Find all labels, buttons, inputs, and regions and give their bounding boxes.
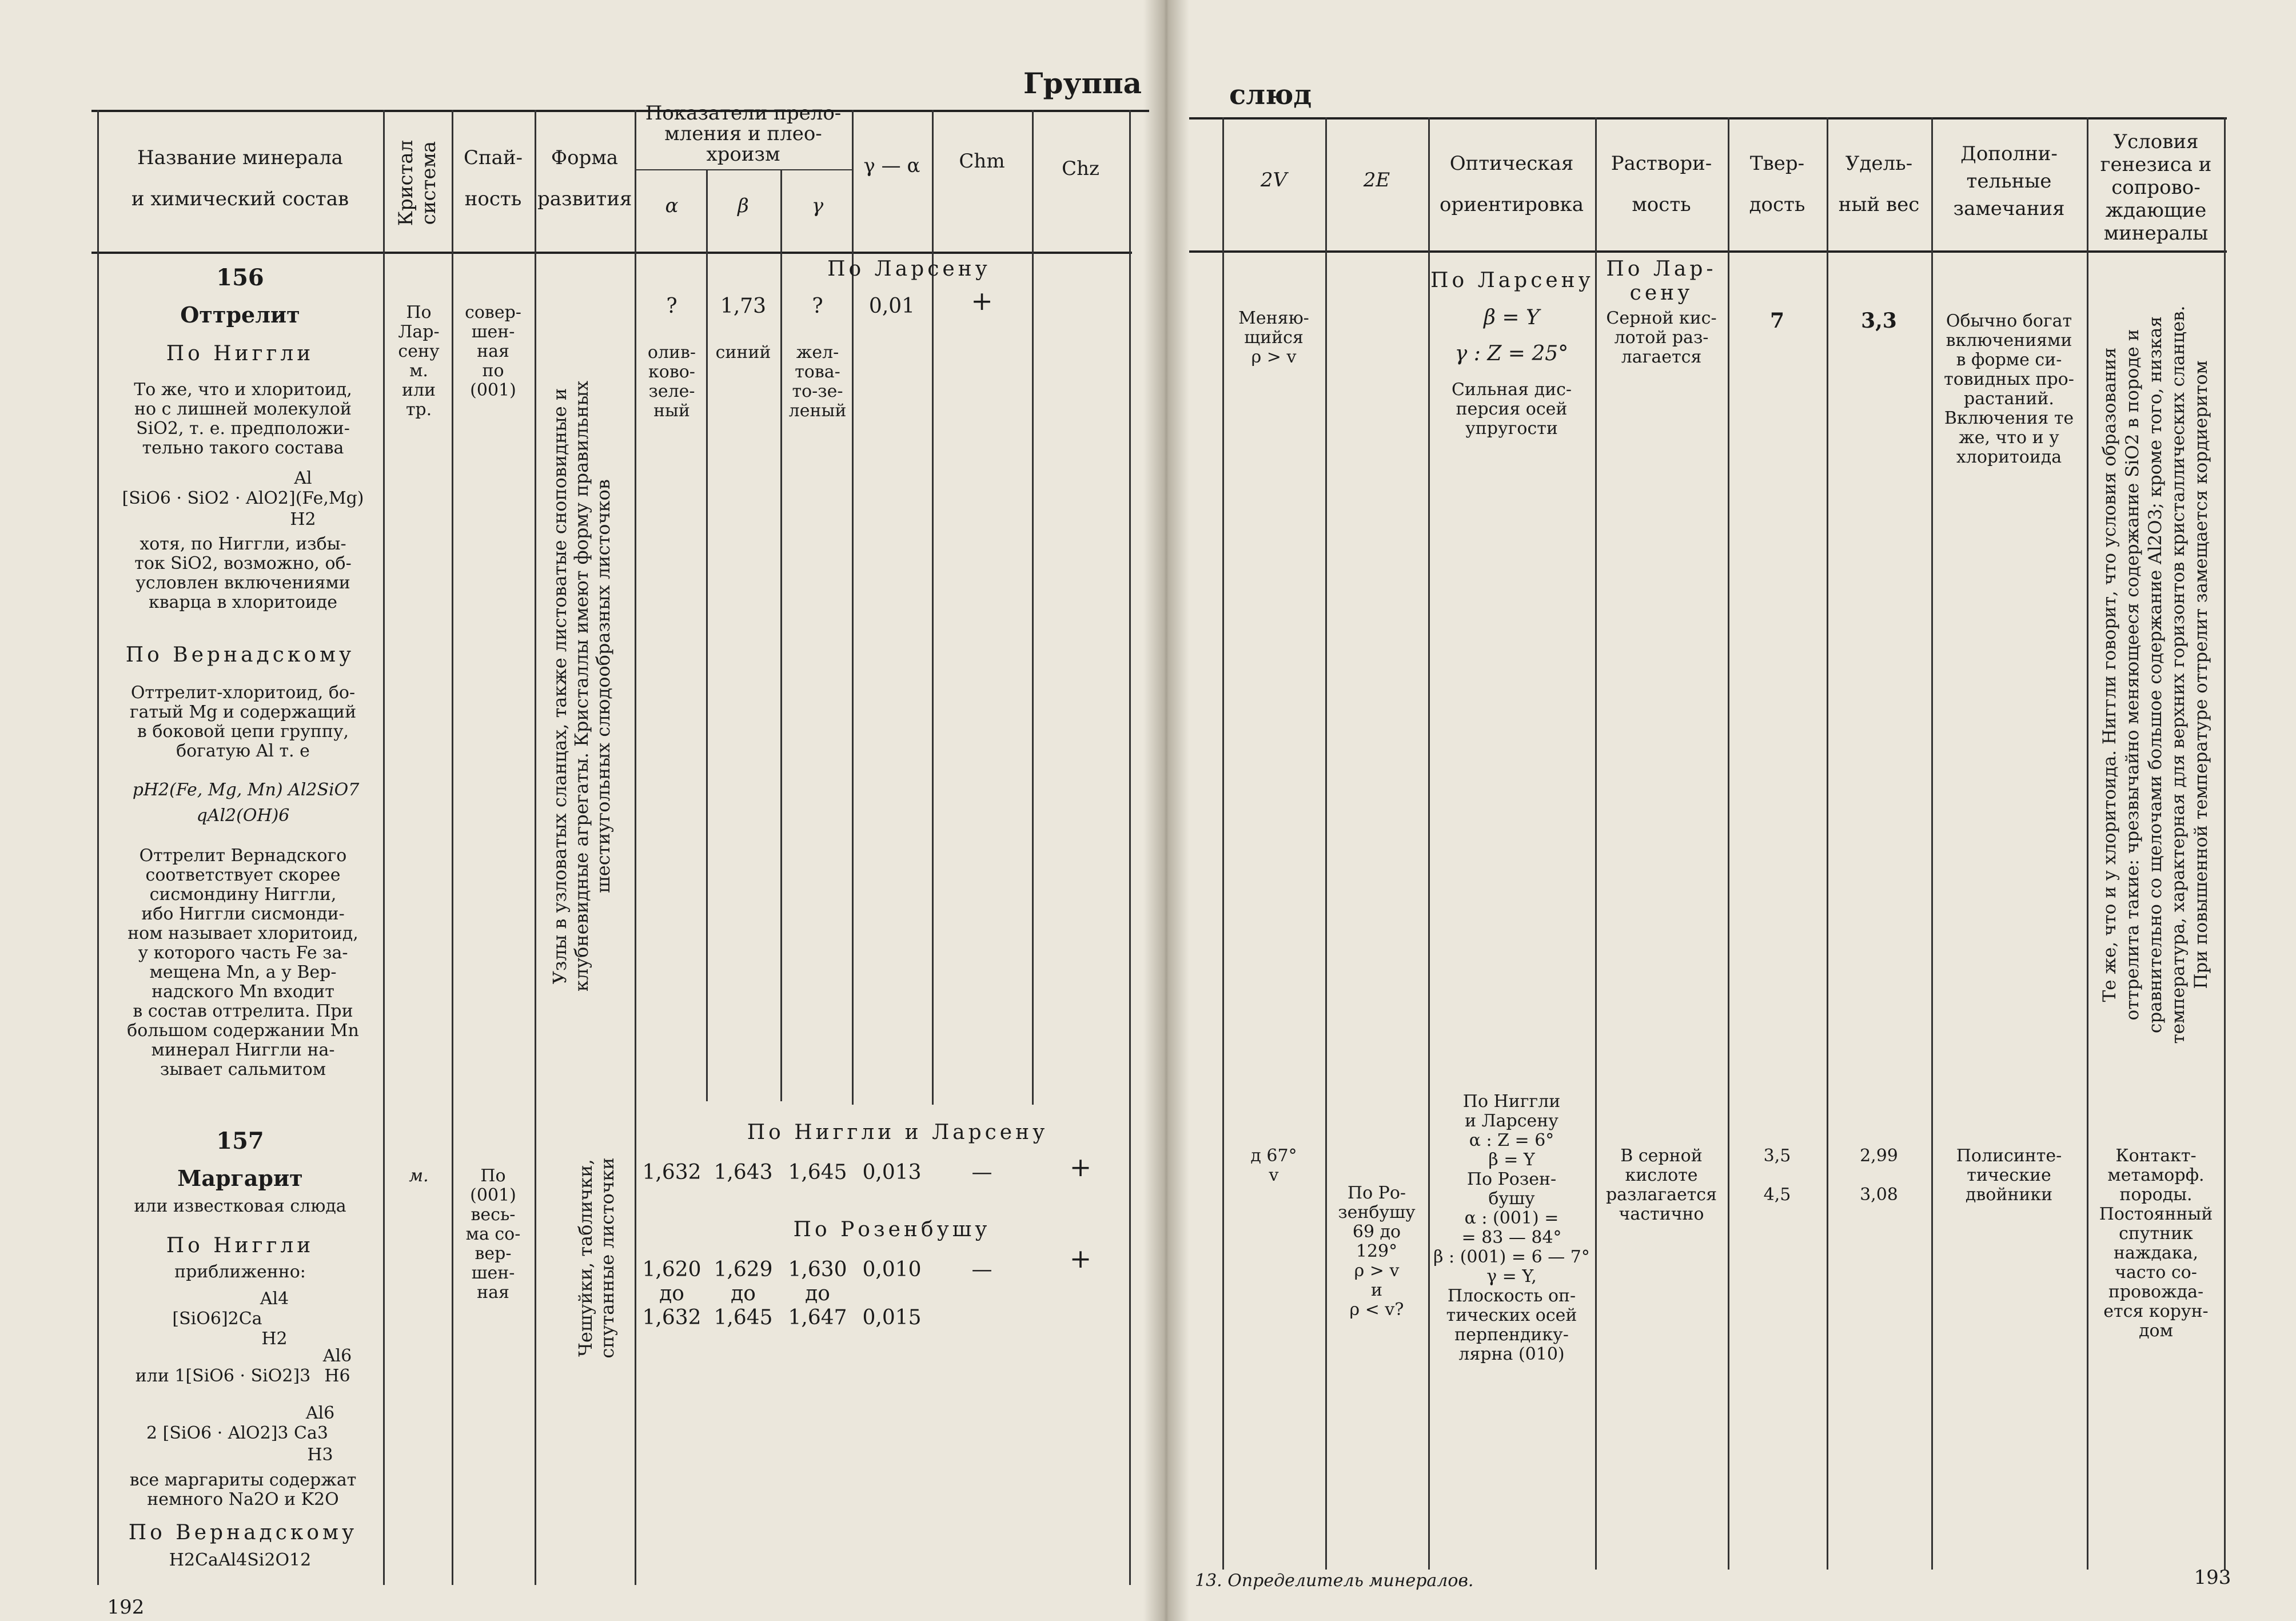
col-header-refraction: Показатели прело- мления и плео- хроизм — [645, 102, 842, 166]
col-rule — [1931, 117, 1933, 1570]
left-title: Группа — [1023, 66, 1142, 100]
right-table-header-rule — [1189, 250, 2227, 253]
col-header-gamma: γ — [811, 194, 824, 217]
mineral-156-hardness: 7 — [1769, 309, 1785, 333]
col-rule — [2087, 117, 2088, 1570]
mineral-157-approx: приближенно: — [174, 1262, 306, 1282]
col-header-orientation: Оптическая ориентировка — [1439, 152, 1584, 216]
col-header-notes: Дополни- тельные замечания — [1953, 142, 2065, 220]
mineral-157-f1-top: Al4 — [260, 1289, 289, 1309]
mineral-157-f2-bottom: H6 — [324, 1366, 350, 1386]
mineral-156-solubility: Серной кис- лотой раз- лагается — [1606, 308, 1717, 367]
col-header-biref: γ — α — [863, 154, 920, 177]
col-header-hardness: Твер- дость — [1749, 152, 1805, 216]
mineral-156-number: 156 — [216, 264, 264, 291]
mineral-157-genesis: Контакт- метаморф. породы. Постоянный спутник наждака, часто со- провожда- ется корун- дом — [2099, 1146, 2213, 1341]
mineral-157-source-vernadsky: По Вернадскому — [128, 1521, 358, 1544]
col-rule — [1325, 117, 1327, 1570]
mineral-156-desc1: То же, что и хлоритоид, но с лишней молекулой SiO2, т. е. предположи- тельно такого состава — [134, 380, 352, 458]
mineral-157-f1-bottom: H2 — [261, 1329, 288, 1349]
mineral-156-beta: 1,73 — [720, 294, 767, 318]
right-page-number: 193 — [2194, 1566, 2231, 1589]
mineral-156-notes: Обычно богат включениями в форме си- товидных про- растаний. Включения те же, что и у хлоритоида — [1944, 311, 2074, 467]
mineral-156-system: По Лар- сену м. или тр. — [398, 302, 440, 420]
mineral-156-orient3: Сильная дис- персия осей упругости — [1451, 380, 1572, 439]
mineral-157-orientation: По Ниггли и Ларсену α : Z = 6° β = Y По Розен- бушу α : (001) = = 83 — 84° β : (001) = 6 — 7° γ = Y, Плоскость оп- тических осей перпендику- лярна (010) — [1433, 1092, 1590, 1364]
mineral-156-orient2: γ : Z = 25° — [1454, 342, 1569, 365]
mineral-156-desc3: Оттрелит-хлоритоид, бо- гатый Mg и содержащий в боковой цепи группу, богатую Al т. е — [129, 683, 357, 761]
left-table-top-rule — [91, 110, 1149, 112]
col-header-habit: Форма развития — [537, 146, 632, 210]
mineral-157-row2-chz: + — [1069, 1243, 1092, 1274]
col-header-beta: β — [738, 194, 749, 217]
col-rule — [1032, 110, 1034, 1105]
col-header-alpha: α — [665, 194, 679, 217]
mineral-156-formula2: pH2(Fe, Mg, Mn) Al2SiO7 — [132, 780, 360, 800]
mineral-156-orientation-source: По Ларсену — [1430, 269, 1594, 292]
mineral-156-source-vernadsky: По Вернадскому — [125, 643, 355, 667]
col-rule — [1428, 117, 1430, 1570]
mineral-156-density: 3,3 — [1861, 309, 1897, 333]
mineral-156-2v: Меняю- щийся ρ > v — [1238, 308, 1309, 367]
mineral-157-source-rosenbusch: По Розенбушу — [793, 1218, 991, 1241]
col-header-cleavage: Спай- ность — [463, 146, 523, 210]
mineral-157-system: м. — [409, 1166, 429, 1186]
mineral-156-alpha-color: олив- ково- зеле- ный — [647, 342, 696, 421]
mineral-156-formula1-top: Al — [294, 468, 312, 488]
mineral-157-row2-gamma: 1,630 до 1,647 — [788, 1258, 847, 1329]
mineral-157-f3: 2 [SiO6 · AlO2]3 Ca3 — [146, 1423, 328, 1443]
mineral-156-formula2b: qAl2(OH)6 — [196, 806, 290, 826]
mineral-157-2v: д 67° v — [1250, 1146, 1297, 1185]
mineral-156-cleavage: совер- шен- ная по (001) — [465, 302, 521, 400]
mineral-157-f2: или 1[SiO6 · SiO2]3 — [135, 1366, 311, 1386]
mineral-157-row2-beta: 1,629 до 1,645 — [713, 1258, 773, 1329]
col-header-chz: Chz — [1062, 157, 1099, 180]
mineral-157-number: 157 — [216, 1128, 264, 1154]
mineral-157-note: все маргариты содержат немного Na2O и K2O — [129, 1470, 357, 1510]
mineral-156-alpha: ? — [666, 294, 677, 318]
col-rule — [635, 110, 636, 1585]
left-table-edge — [97, 110, 99, 1585]
mineral-157-formula-vernadsky: H2CaAl4Si2O12 — [169, 1550, 312, 1570]
mineral-157-row2-alpha: 1,620 до 1,632 — [642, 1258, 701, 1329]
footer-book-signature: 13. Определитель минералов. — [1195, 1571, 1474, 1591]
mineral-157-solubility: В серной кислоте разлагается частично — [1605, 1146, 1717, 1224]
mineral-157-source-niggli: По Ниггли — [166, 1234, 314, 1257]
mineral-157-row2-biref: 0,010 0,015 — [862, 1258, 922, 1329]
mineral-157-hardness: 3,5 4,5 — [1763, 1146, 1791, 1205]
mineral-157-notes: Полисинте- тические двойники — [1956, 1146, 2062, 1205]
mineral-157-f3-bottom: H3 — [307, 1445, 333, 1465]
mineral-157-row1-alpha: 1,632 — [642, 1161, 701, 1184]
mineral-156-gamma: ? — [812, 294, 823, 318]
mineral-157-row1-biref: 0,013 — [862, 1161, 922, 1184]
mineral-157-source-niggli-larsen: По Ниггли и Ларсену — [747, 1121, 1049, 1144]
mineral-156-name: Оттрелит — [180, 302, 300, 328]
mineral-156-desc4: Оттрелит Вернадского соответствует скорее сисмондину Ниггли, ибо Ниггли сисмонди- ном называет хлоритоид, у которого часть Fe за- мещена Mn, а у Вер- надского Mn входит в состав оттрелита. При большом содержании Mn минерал Ниггли на- зывает сальмитом — [127, 846, 359, 1080]
col-rule — [706, 169, 708, 1101]
mineral-156-gamma-color: жел- това- то-зе- леный — [788, 342, 847, 421]
mineral-156-chm: + — [971, 285, 993, 316]
mineral-156-formula1: [SiO6 · SiO2 · AlO2](Fe,Mg) — [122, 488, 364, 508]
mineral-156-biref: 0,01 — [868, 294, 915, 318]
mineral-157-cleavage: По (001) весь- ма со- вер- шен- ная — [465, 1166, 521, 1303]
col-rule — [1222, 117, 1224, 1570]
mineral-156-source-niggli: По Ниггли — [166, 342, 314, 365]
col-rule — [452, 110, 453, 1585]
col-rule — [1827, 117, 1828, 1570]
mineral-157-row2-chm: — — [971, 1258, 992, 1281]
mineral-156-habit: Узлы в узловатых сланцах, также листоватые сноповидные и клубневидные агрегаты. Кристаллы имеют форму правильных шестиугольных слюдообразных листочков — [549, 380, 614, 992]
mineral-157-habit: Чешуйки, таблички, спутанные листочки — [575, 1157, 618, 1359]
mineral-157-row1-chm: — — [971, 1161, 992, 1184]
mineral-156-formula1-bottom: H2 — [290, 509, 316, 529]
col-rule — [780, 169, 782, 1101]
mineral-156-orient1: β = Y — [1484, 306, 1540, 329]
mineral-157-alt-name: или известковая слюда — [134, 1196, 346, 1216]
col-rule — [1129, 110, 1131, 1585]
left-table-header-rule — [91, 252, 1132, 254]
right-table-edge — [2224, 117, 2226, 1570]
mineral-156-desc2: хотя, по Ниггли, избы- ток SiO2, возможно, об- условлен включениями кварца в хлоритоиде — [134, 534, 352, 612]
right-table-top-rule — [1189, 117, 2227, 120]
mineral-157-name: Маргарит — [177, 1165, 303, 1191]
col-header-density: Удель- ный вес — [1838, 152, 1920, 216]
col-header-name: Название минерала и химический состав — [131, 146, 349, 210]
refraction-sub-rule — [635, 169, 852, 170]
mineral-157-2e: По Ро- зенбушу 69 до 129° ρ > v и ρ < v? — [1338, 1183, 1416, 1320]
col-header-2v: 2V — [1260, 169, 1287, 192]
mineral-156-solubility-source: По Лар- сену — [1606, 257, 1717, 305]
mineral-157-density: 2,99 3,08 — [1860, 1146, 1898, 1205]
left-page-number: 192 — [107, 1596, 145, 1619]
col-header-2e: 2E — [1363, 169, 1390, 192]
col-rule — [1728, 117, 1729, 1570]
col-header-system: Кристал система — [394, 140, 440, 226]
mineral-157-row1-gamma: 1,645 — [788, 1161, 847, 1184]
mineral-157-f3-top: Al6 — [305, 1403, 335, 1423]
col-rule — [535, 110, 536, 1585]
mineral-156-genesis: Те же, что и у хлоритоида. Ниггли говорит, что условия образования оттрелита такие: чрезвычайно меняющееся содержание SiO2 в породе и сравнительно со щелочами большое содержание Al2O3; кроме того, низкая температура, характерная для верхних горизонтов кристаллических сланцев. При повышенной температуре оттрелит замещается кордиеритом — [2099, 305, 2211, 1044]
right-title: слюд — [1229, 79, 1312, 111]
col-header-solubility: Раствори- мость — [1611, 152, 1712, 216]
mineral-157-f2-top: Al6 — [322, 1346, 352, 1366]
mineral-157-row1-beta: 1,643 — [713, 1161, 773, 1184]
mineral-157-f1: [SiO6]2Ca — [172, 1309, 262, 1329]
col-header-chm: Chm — [959, 150, 1005, 173]
book-gutter — [1143, 0, 1189, 1621]
mineral-156-refraction-source: По Ларсену — [827, 257, 991, 281]
col-header-genesis: Условия генезиса и сопрово- ждающие минералы — [2100, 130, 2212, 245]
col-rule — [1595, 117, 1597, 1570]
mineral-156-beta-color: синий — [715, 342, 771, 363]
mineral-157-row1-chz: + — [1069, 1152, 1092, 1182]
